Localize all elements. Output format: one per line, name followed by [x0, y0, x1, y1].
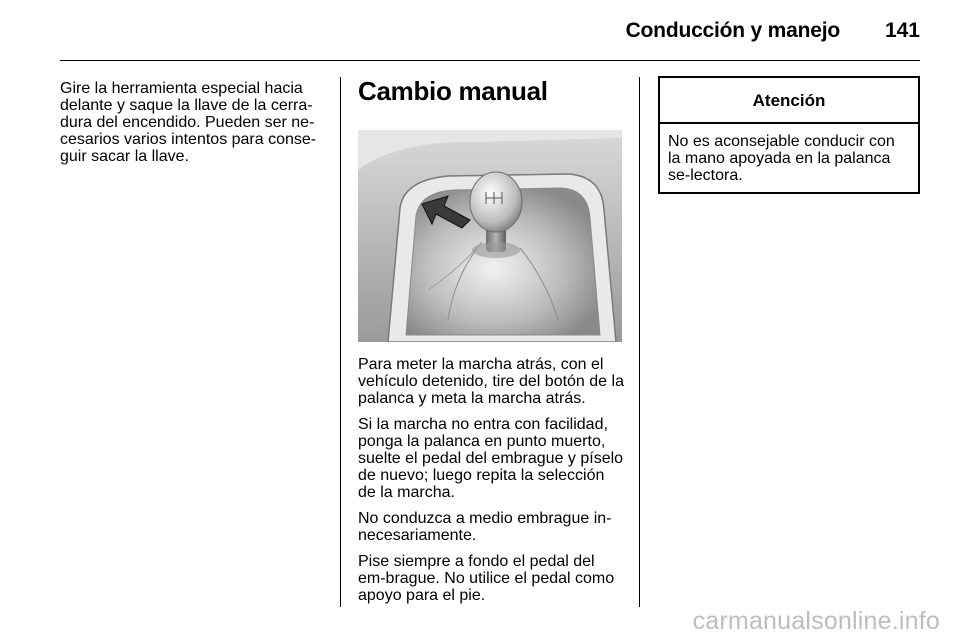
page-title: Conducción y manejo — [625, 19, 840, 42]
page-number: 141 — [884, 19, 920, 42]
watermark: carmanualsonline.info — [692, 607, 940, 635]
paragraph-key-removal: Gire la herramienta especial hacia delante y saque la llave de la cerra-dura del encendido. Pueden ser ne-cesarios varios intentos para conse-guir sacar la llave. — [60, 80, 317, 165]
gear-lever-illustration — [358, 130, 622, 342]
section-title: Cambio manual — [358, 76, 548, 106]
notice-body: No es aconsejable conducir con la mano apoyada en la palanca se-lectora. — [668, 133, 895, 184]
paragraph-1: Si la marcha no entra con facilidad, ponga la palanca en punto muerto, suelte el pedal del embrague y píselo de nuevo; luego repita la selección de la marcha. — [358, 416, 624, 501]
column-divider-left — [340, 77, 341, 607]
column-middle — [358, 76, 624, 613]
notice-box — [658, 76, 920, 194]
column-left — [60, 80, 322, 174]
page-header — [60, 0, 920, 61]
gear-shift-icon — [358, 130, 622, 342]
notice-title: Atención — [660, 78, 918, 124]
paragraph-3: Pise siempre a fondo el pedal del em-brague. No utilice el pedal como apoyo para el pie. — [358, 553, 615, 604]
paragraph-2: No conduzca a medio embrague in-necesariamente. — [358, 510, 612, 544]
paragraph-0: Para meter la marcha atrás, con el vehículo detenido, tire del botón de la palanca y meta la marcha atrás. — [358, 356, 624, 407]
column-divider-right — [639, 77, 640, 607]
